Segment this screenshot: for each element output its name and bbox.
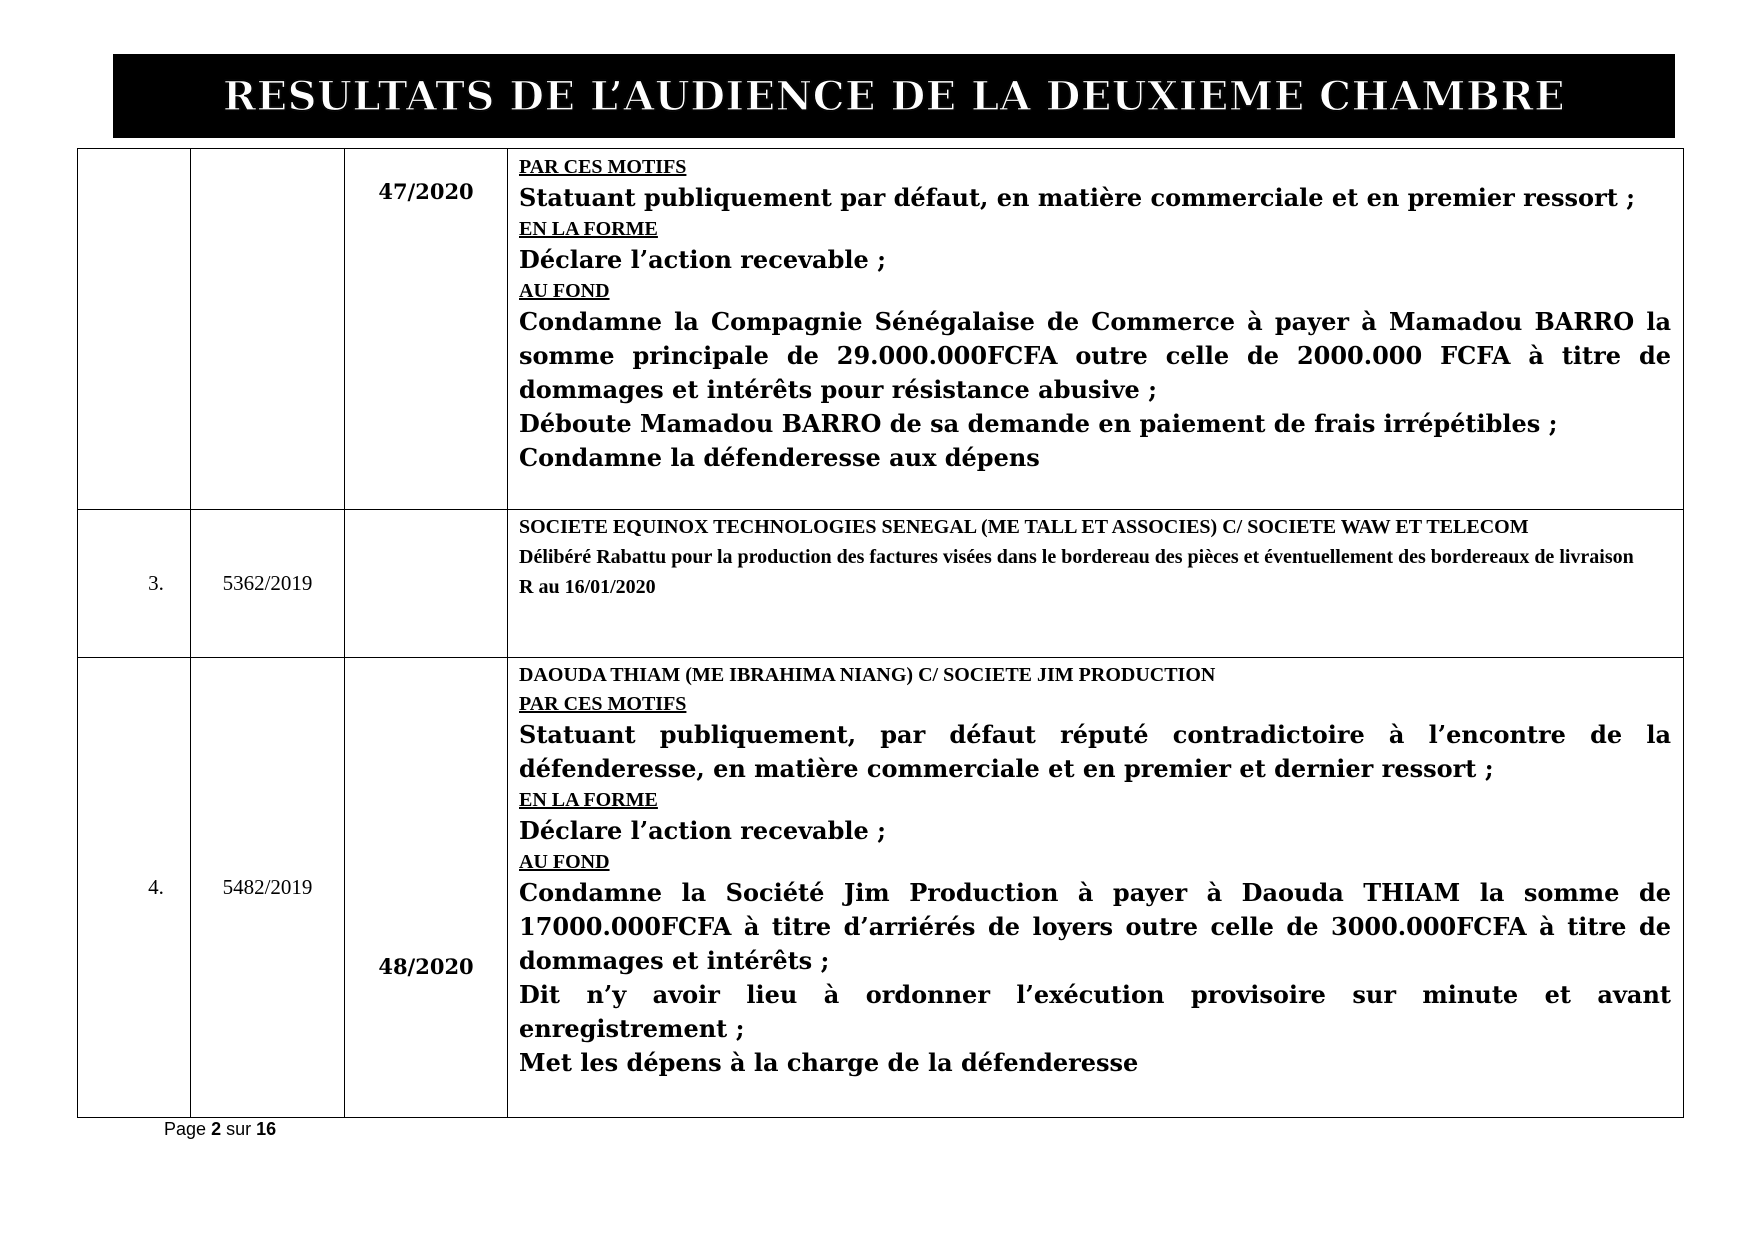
ruling-line: Statuant publiquement, par défaut réputé contradictoire à l’encontre de la défenderesse, en matière commerciale et en premier et dernier ressort ; <box>519 720 1671 783</box>
table-row <box>78 658 1684 1118</box>
ruling-line: SOCIETE EQUINOX TECHNOLOGIES SENEGAL (ME TALL ET ASSOCIES) C/ SOCIETE WAW ET TELECOM <box>519 516 1529 538</box>
ruling-line: Déboute Mamadou BARRO de sa demande en paiement de frais irrépétibles ; <box>519 409 1558 438</box>
ruling-line: Déclare l’action recevable ; <box>519 816 886 845</box>
case-number: 3. <box>148 571 164 595</box>
ruling-line: DAOUDA THIAM (ME IBRAHIMA NIANG) C/ SOCIETE JIM PRODUCTION <box>519 664 1216 686</box>
ruling-text-cell <box>508 149 1684 510</box>
ruling-line: Met les dépens à la charge de la défenderesse <box>519 1048 1139 1077</box>
case-number-cell <box>78 510 191 658</box>
ruling-line: Dit n’y avoir lieu à ordonner l’exécution provisoire sur minute et avant enregistrement ; <box>519 980 1671 1043</box>
role-number-cell <box>191 510 345 658</box>
case-number-cell <box>78 149 191 510</box>
page-title: RESULTATS DE L’AUDIENCE DE LA DEUXIEME CHAMBRE <box>222 72 1566 120</box>
page-total: 16 <box>256 1119 277 1139</box>
section-heading: PAR CES MOTIFS <box>519 156 687 178</box>
section-heading: AU FOND <box>519 851 610 873</box>
page-footer: Page 2 sur 16 <box>164 1119 277 1139</box>
page-current: 2 <box>211 1119 222 1139</box>
section-heading: PAR CES MOTIFS <box>519 693 687 715</box>
case-number: 4. <box>148 875 164 899</box>
ruling-line: Condamne la Société Jim Production à payer à Daouda THIAM la somme de 17000.000FCFA à titre d’arriérés de loyers outre celle de 3000.000FCFA à titre de dommages et intérêts ; <box>519 878 1671 975</box>
ruling-line: Condamne la Compagnie Sénégalaise de Commerce à payer à Mamadou BARRO la somme principale de 29.000.000FCFA outre celle de 2000.000 FCFA à titre de dommages et intérêts pour résistance abusive ; <box>519 307 1671 404</box>
decision-number: 48/2020 <box>378 954 474 979</box>
audience-results-table <box>77 148 1684 1118</box>
role-number: 5482/2019 <box>222 875 313 899</box>
ruling-text-cell <box>508 658 1684 1118</box>
section-heading: AU FOND <box>519 280 610 302</box>
ruling-text-cell <box>508 510 1684 658</box>
ruling-line: Délibéré Rabattu pour la production des factures visées dans le bordereau des pièces et éventuellement des bordereaux de livraison <box>519 546 1634 568</box>
role-number-cell <box>191 658 345 1118</box>
table-row <box>78 149 1684 510</box>
section-heading: EN LA FORME <box>519 218 658 240</box>
ruling-line: R au 16/01/2020 <box>519 576 656 598</box>
section-heading: EN LA FORME <box>519 789 658 811</box>
ruling-line: Statuant publiquement par défaut, en matière commerciale et en premier ressort ; <box>519 183 1636 212</box>
role-number-cell <box>191 149 345 510</box>
ruling-line: Déclare l’action recevable ; <box>519 245 886 274</box>
role-number: 5362/2019 <box>222 571 313 595</box>
decision-number: 47/2020 <box>378 179 474 204</box>
decision-number-cell <box>345 510 508 658</box>
decision-number-cell <box>345 149 508 510</box>
decision-number-cell <box>345 658 508 1118</box>
ruling-line: Condamne la défenderesse aux dépens <box>519 443 1040 472</box>
table-row <box>78 510 1684 658</box>
title-banner <box>113 54 1675 138</box>
case-number-cell <box>78 658 191 1118</box>
